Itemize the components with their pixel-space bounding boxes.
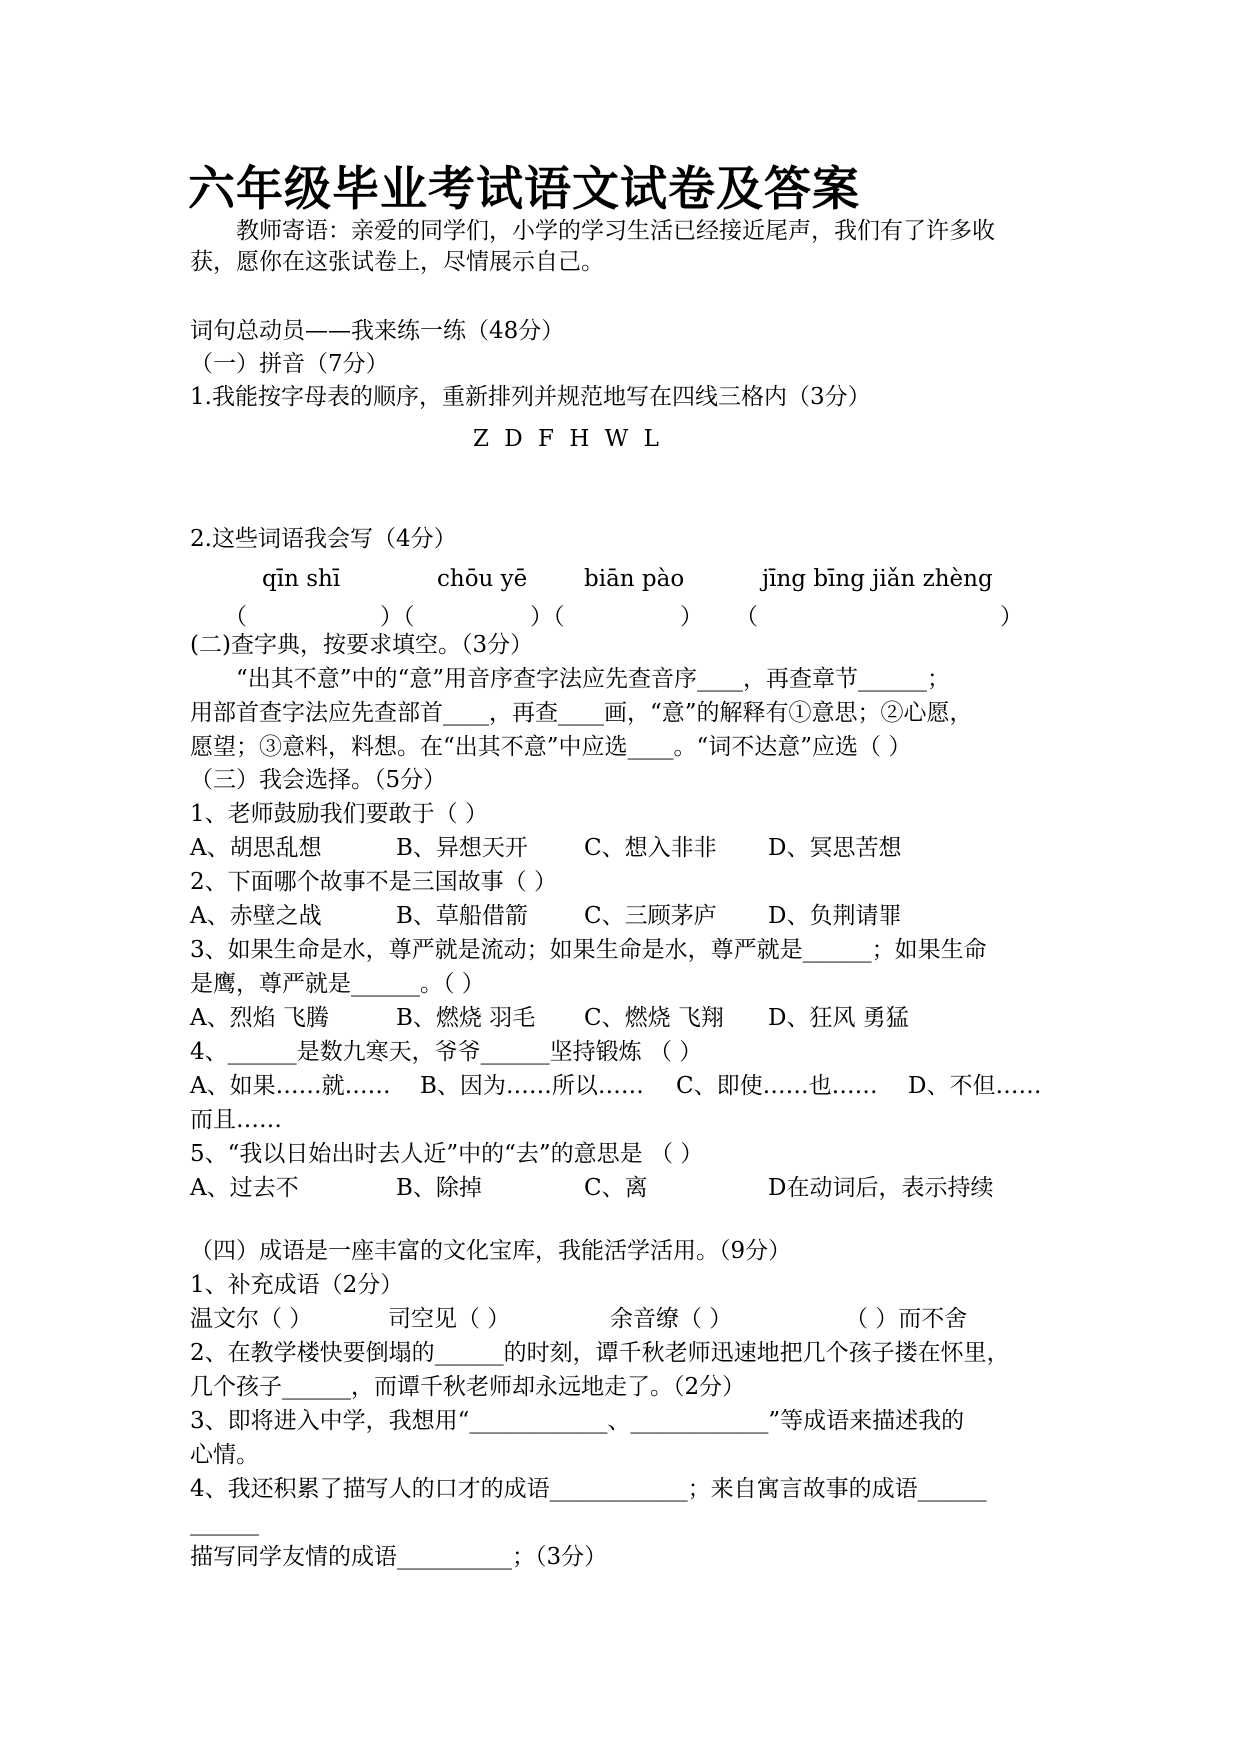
idiom-item: （ ）而不舍: [845, 1306, 968, 1332]
option-a: A、赤壁之战: [190, 903, 322, 929]
idiom-question-4-line-3: 描写同学友情的成语__________；（3分）: [190, 1544, 608, 1570]
choice-question-1: 1、老师鼓励我们要敢于（ ）: [190, 801, 488, 827]
idiom-question-3-line-1: 3、即将进入中学，我想用“____________、____________”等成语来描述我的: [190, 1408, 965, 1434]
answer-blank-sep: ）（: [530, 604, 565, 630]
intro-line-1: 教师寄语：亲爱的同学们，小学的学习生活已经接近尾声，我们有了许多收: [236, 218, 995, 244]
idiom-question-4-line-2: ______: [190, 1510, 259, 1536]
section-4-heading: （四）成语是一座丰富的文化宝库，我能活学活用。（9分）: [190, 1238, 792, 1264]
option-c: C、三顾茅庐: [584, 903, 717, 929]
idiom-question-1: 1、补充成语（2分）: [190, 1272, 404, 1298]
choice-question-5: 5、“我以日始出时去人近”中的“去”的意思是 （ ）: [190, 1141, 704, 1167]
option-b: B、草船借箭: [396, 903, 528, 929]
option-a: A、烈焰 飞腾: [190, 1005, 329, 1031]
pinyin-chou-ye: chōu yē: [437, 566, 528, 592]
pinyin-bian-pao: biān pào: [584, 566, 685, 592]
question-1-2: 2.这些词语我会写（4分）: [190, 526, 457, 552]
pinyin-jing-bing-jian-zheng: jīng bīng jiǎn zhèng: [762, 566, 993, 592]
part1-heading: 词句总动员——我来练一练（48分）: [190, 318, 565, 344]
answer-blank-open: （: [735, 604, 758, 630]
section-3-heading: （三）我会选择。（5分）: [190, 767, 447, 793]
option-d-continued: 而且……: [190, 1107, 282, 1133]
answer-blank-close: ）: [680, 604, 703, 630]
answer-blank-open: （: [224, 604, 247, 630]
page-title: 六年级毕业考试语文试卷及答案: [188, 162, 860, 217]
idiom-item: 温文尔（ ）: [190, 1306, 313, 1332]
dictionary-line-3: 愿望；③意料，料想。在“出其不意”中应选____。“词不达意”应选（ ）: [190, 734, 912, 760]
idiom-question-4-line-1: 4、我还积累了描写人的口才的成语____________；来自寓言故事的成语______: [190, 1476, 987, 1502]
option-d: D、狂风 勇猛: [768, 1005, 909, 1031]
intro-line-2: 获，愿你在这张试卷上，尽情展示自己。: [190, 249, 604, 275]
option-d: D在动词后，表示持续: [768, 1175, 994, 1201]
option-c: C、燃烧 飞翔: [584, 1005, 724, 1031]
option-b: B、异想天开: [396, 835, 528, 861]
idiom-item: 余音缭（ ）: [610, 1306, 733, 1332]
option-b: B、燃烧 羽毛: [396, 1005, 536, 1031]
option-d: D、不但……: [908, 1073, 1042, 1099]
option-d: D、负荆请罪: [768, 903, 902, 929]
option-d: D、冥思苦想: [768, 835, 902, 861]
answer-blank-sep: ）（: [380, 604, 415, 630]
pinyin-qin-shi: qīn shī: [262, 566, 341, 592]
idiom-item: 司空见（ ）: [388, 1306, 511, 1332]
option-c: C、即使……也……: [676, 1073, 878, 1099]
option-c: C、离: [584, 1175, 648, 1201]
idiom-question-3-line-2: 心情。: [190, 1442, 259, 1468]
option-a: A、如果……就……: [190, 1073, 391, 1099]
choice-question-3-line-2: 是鹰，尊严就是______。（ ）: [190, 971, 485, 997]
option-c: C、想入非非: [584, 835, 717, 861]
choice-question-4: 4、______是数九寒天，爷爷______坚持锻炼 （ ）: [190, 1039, 703, 1065]
section-2-heading: (二)查字典，按要求填空。（3分）: [190, 632, 534, 658]
option-b: B、因为……所以……: [420, 1073, 644, 1099]
section-1-heading: （一）拼音（7分）: [190, 351, 389, 377]
idiom-question-2-line-1: 2、在教学楼快要倒塌的______的时刻，谭千秋老师迅速地把几个孩子搂在怀里，: [190, 1340, 1010, 1366]
option-b: B、除掉: [396, 1175, 482, 1201]
answer-blank-close: ）: [1000, 604, 1023, 630]
option-a: A、胡思乱想: [190, 835, 322, 861]
choice-question-3-line-1: 3、如果生命是水，尊严就是流动；如果生命是水，尊严就是______；如果生命: [190, 937, 987, 963]
dictionary-line-2: 用部首查字法应先查部首____，再查____画，“意”的解释有①意思；②心愿，: [190, 700, 973, 726]
dictionary-line-1: “出其不意”中的“意”用音序查字法应先查音序____，再查章节______；: [236, 666, 951, 692]
choice-question-2: 2、下面哪个故事不是三国故事（ ）: [190, 869, 557, 895]
alphabet-letters: Z D F H W L: [473, 426, 663, 452]
option-a: A、过去不: [190, 1175, 299, 1201]
question-1-1: 1.我能按字母表的顺序，重新排列并规范地写在四线三格内（3分）: [190, 384, 871, 410]
idiom-question-2-line-2: 几个孩子______，而谭千秋老师却永远地走了。（2分）: [190, 1374, 746, 1400]
